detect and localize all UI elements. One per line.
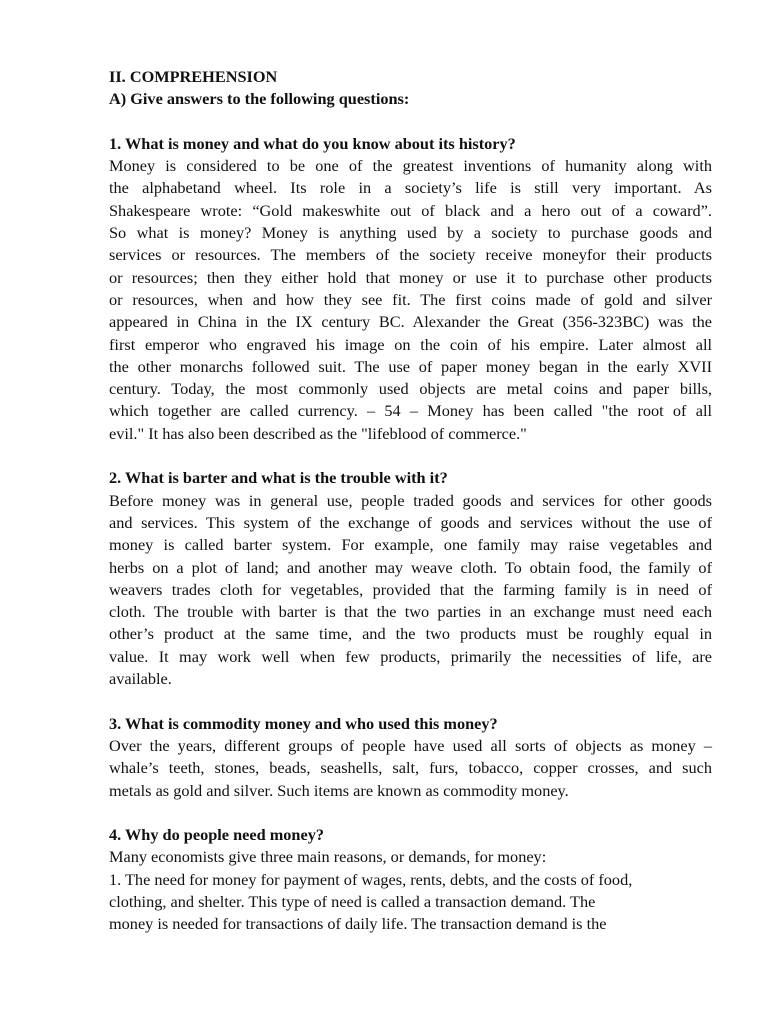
paragraph-line: or resources, when and how they see fit. The first coins made of gold and silver [109, 289, 712, 309]
paragraph-line: other’s product at the same time, and the two products must be roughly equal in [109, 624, 712, 644]
paragraph-line: and services. This system of the exchange of goods and services without the use of [109, 512, 712, 532]
paragraph-line: 1. The need for money for payment of wages, rents, debts, and the costs of food, [109, 869, 633, 889]
paragraph-line: money is needed for transactions of daily life. The transaction demand is the [109, 914, 607, 934]
spacer [109, 802, 712, 824]
paragraph-line: metals as gold and silver. Such items are known as commodity money. [109, 780, 569, 800]
paragraph-line: So what is money? Money is anything used by a society to purchase goods and [109, 223, 712, 243]
question-heading: 1. What is money and what do you know about its history? [109, 133, 516, 153]
paragraph-line: Many economists give three main reasons, or demands, for money: [109, 847, 547, 867]
question-block-2 [109, 467, 712, 690]
paragraph-line: Money is considered to be one of the greatest inventions of humanity along with [109, 156, 712, 176]
instruction-heading: A) Give answers to the following questions: [109, 89, 410, 109]
spacer [109, 445, 712, 467]
paragraph-line: or resources; then they either hold that money or use it to purchase other products [109, 267, 712, 287]
paragraph-line: first emperor who engraved his image on the coin of his empire. Later almost all [109, 334, 712, 354]
question-block-4 [109, 824, 712, 935]
question-block-3 [109, 713, 712, 802]
question-block-1 [109, 133, 712, 445]
question-heading: 4. Why do people need money? [109, 825, 324, 845]
paragraph-line: cloth. The trouble with barter is that the two parties in an exchange must need each [109, 602, 712, 622]
spacer [109, 111, 712, 133]
paragraph-line: Shakespeare wrote: “Gold makeswhite out of black and a hero out of a coward”. [109, 200, 712, 220]
paragraph-line: money is called barter system. For example, one family may raise vegetables and [109, 535, 712, 555]
paragraph-line: Over the years, different groups of people have used all sorts of objects as money – [109, 735, 712, 755]
paragraph-line: clothing, and shelter. This type of need is called a transaction demand. The [109, 891, 596, 911]
section-title: II. COMPREHENSION [109, 67, 278, 86]
question-heading: 3. What is commodity money and who used this money? [109, 713, 498, 733]
paragraph-line: value. It may work well when few products, primarily the necessities of life, are [109, 646, 712, 666]
paragraph-line: available. [109, 669, 172, 689]
paragraph-line: whale’s teeth, stones, beads, seashells, salt, furs, tobacco, copper crosses, and such [109, 758, 712, 778]
paragraph-line: Before money was in general use, people traded goods and services for other goods [109, 490, 712, 510]
paragraph-line: appeared in China in the IX century BC. Alexander the Great (356-323BC) was the [109, 312, 712, 332]
paragraph-line: century. Today, the most commonly used objects are metal coins and paper bills, [109, 379, 712, 399]
spacer [109, 690, 712, 712]
paragraph-line: weavers trades cloth for vegetables, provided that the farming family is in need of [109, 579, 712, 599]
paragraph-line: the alphabetand wheel. Its role in a society’s life is still very important. As [109, 178, 712, 198]
paragraph-line: the other monarchs followed suit. The use of paper money began in the early XVII [109, 356, 712, 376]
paragraph-line: services or resources. The members of the society receive moneyfor their products [109, 245, 712, 265]
paragraph-line: herbs on a plot of land; and another may weave cloth. To obtain food, the family of [109, 557, 712, 577]
paragraph-line: evil." It has also been described as the "lifeblood of commerce." [109, 423, 527, 443]
paragraph-line: which together are called currency. – 54 – Money has been called "the root of all [109, 401, 712, 421]
question-heading: 2. What is barter and what is the trouble with it? [109, 468, 448, 488]
